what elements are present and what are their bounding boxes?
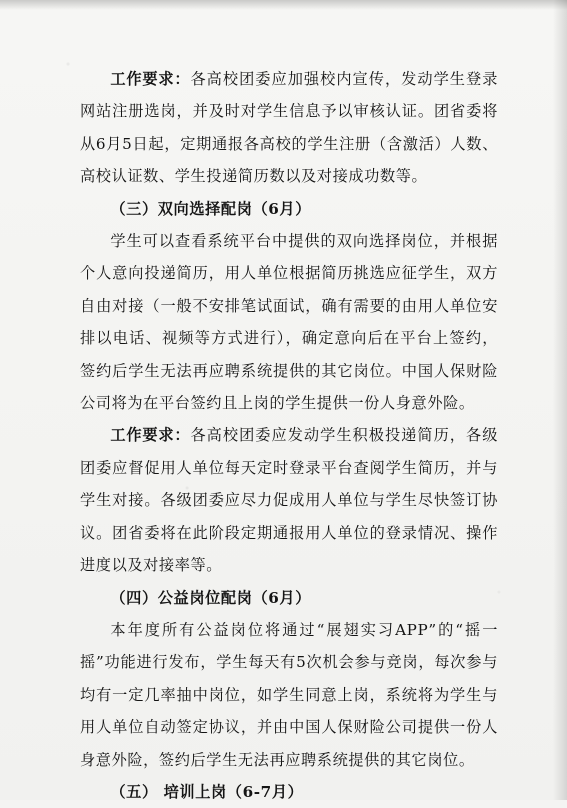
public-welfare-paragraph: 本年度所有公益岗位将通过“展翅实习APP”的“摇一摇”功能进行发布，学生每天有5次机会参与竞岗，每次参与均有一定几率抽中岗位，如学生同意上岗，系统将为学生与用人单位自动签定协议，并由中国人保财险公司提供一份人身意外险，签约后学生无法再应聘系统提供的其它岗位。: [80, 620, 498, 769]
section-heading-4: （四）公益岗位配岗（6月）: [110, 588, 312, 607]
section-heading-5: （五） 培训上岗（6-7月）: [110, 782, 304, 801]
section-heading-3: （三）双向选择配岗（6月）: [110, 199, 312, 218]
work-requirements-paragraph-2: [80, 419, 498, 581]
document-body: [80, 63, 498, 808]
work-requirements-label-2: 工作要求：: [110, 426, 191, 445]
work-requirements-text-2: 各高校团委应发动学生积极投递简历，各级团委应督促用人单位每天定时登录平台查阅学生简历，并与学生对接。各级团委应尽力促成用人单位与学生尽快签订协议。团省委将在此阶段定期通报用人单位的登录情况、操作进度以及对接率等。: [80, 426, 498, 575]
scan-shadow-right: [553, 0, 567, 800]
work-requirements-text: 各高校团委应加强校内宣传，发动学生登录网站注册选岗，并及时对学生信息予以审核认证。团省委将从6月5日起，定期通报各高校的学生注册（含激活）人数、高校认证数、学生投递简历数以及对接成功数等。: [80, 70, 498, 186]
two-way-selection-paragraph: 学生可以查看系统平台中提供的双向选择岗位，并根据个人意向投递简历，用人单位根据简历挑选应征学生，双方自由对接（一般不安排笔试面试，确有需要的由用人单位安排以电话、视频等方式进行），确定意向后在平台上签约，签约后学生无法再应聘系统提供的其它岗位。中国人保财险公司将为在平台签约且上岗的学生提供一份人身意外险。: [80, 232, 498, 413]
work-requirements-label: 工作要求：: [110, 70, 191, 88]
work-requirements-paragraph-1: [80, 63, 498, 193]
scan-shadow-top: [0, 0, 567, 10]
